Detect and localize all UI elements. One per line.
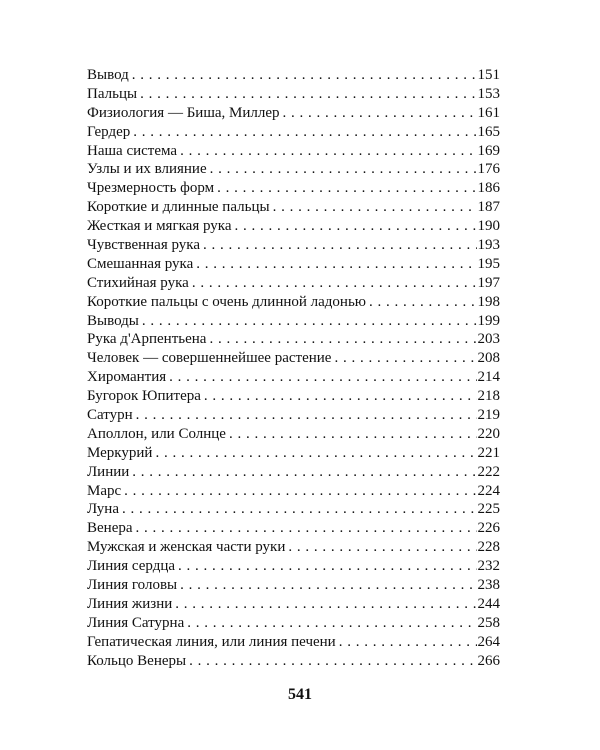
toc-entry — [87, 160, 500, 179]
toc-entry — [87, 652, 500, 671]
toc-entry-page: 165 — [477, 123, 500, 140]
toc-entry-page: 197 — [477, 274, 500, 291]
toc-entry-title: Мужская и женская части руки — [87, 539, 286, 556]
toc-entry — [87, 595, 500, 614]
toc-entry — [87, 444, 500, 463]
toc-entry-title: Венера — [87, 520, 133, 537]
toc-entry — [87, 179, 500, 198]
toc-entry-page: 221 — [477, 444, 500, 461]
toc-entry-page: 193 — [477, 237, 500, 254]
dot-leader — [273, 198, 477, 217]
toc-entry-title: Аполлон, или Солнце — [87, 425, 226, 442]
toc-entry-title: Хиромантия — [87, 369, 167, 386]
dot-leader — [189, 652, 476, 671]
toc-entry-title: Марс — [87, 482, 122, 499]
toc-entry — [87, 557, 500, 576]
toc-entry-title: Стихийная рука — [87, 274, 189, 291]
dot-leader — [196, 255, 476, 274]
toc-entry — [87, 85, 500, 104]
toc-entry-title: Линия Сатурна — [87, 614, 185, 631]
toc-entry — [87, 500, 500, 519]
toc-entry-title: Выводы — [87, 312, 139, 329]
toc-entry-title: Чувственная рука — [87, 237, 200, 254]
toc-entry-page: 195 — [477, 255, 500, 272]
toc-entry-title: Наша система — [87, 142, 178, 159]
dot-leader — [203, 236, 477, 255]
dot-leader — [124, 482, 476, 501]
toc-entry — [87, 538, 500, 557]
toc-entry-page: 190 — [477, 218, 500, 235]
dot-leader — [142, 312, 477, 331]
toc-entry-page: 226 — [477, 520, 500, 537]
toc-entry-page: 187 — [477, 199, 500, 216]
toc-entry — [87, 519, 500, 538]
toc-entry-page: 214 — [477, 369, 500, 386]
toc-entry-title: Линия сердца — [87, 558, 176, 575]
dot-leader — [132, 463, 476, 482]
toc-entry-title: Короткие пальцы с очень длинной ладонью — [87, 293, 367, 310]
dot-leader — [136, 406, 477, 425]
toc-entry-page: 169 — [477, 142, 500, 159]
dot-leader — [169, 368, 476, 387]
toc-entry — [87, 425, 500, 444]
dot-leader — [187, 614, 476, 633]
toc-entry — [87, 66, 500, 85]
toc-entry-title: Луна — [87, 501, 119, 518]
toc-entry — [87, 576, 500, 595]
toc-entry-title: Сатурн — [87, 407, 133, 424]
toc-entry-title: Меркурий — [87, 444, 153, 461]
toc-entry — [87, 274, 500, 293]
dot-leader — [339, 633, 477, 652]
toc-entry — [87, 142, 500, 161]
toc-entry-page: 228 — [477, 539, 500, 556]
toc-entry-title: Короткие и длинные пальцы — [87, 199, 270, 216]
dot-leader — [288, 538, 476, 557]
toc-entry — [87, 463, 500, 482]
toc-entry — [87, 255, 500, 274]
toc-entry — [87, 330, 500, 349]
toc-entry-title: Физиология — Биша, Миллер — [87, 104, 280, 121]
dot-leader — [175, 595, 476, 614]
toc-entry-page: 161 — [477, 104, 500, 121]
toc-entry-page: 258 — [477, 614, 500, 631]
dot-leader — [140, 85, 476, 104]
dot-leader — [235, 217, 477, 236]
toc-entry — [87, 614, 500, 633]
toc-entry-page: 264 — [477, 633, 500, 650]
dot-leader — [283, 104, 477, 123]
toc-entry-page: 220 — [477, 425, 500, 442]
toc-entry — [87, 387, 500, 406]
toc-entry-page: 208 — [477, 350, 500, 367]
toc-entry — [87, 198, 500, 217]
dot-leader — [192, 274, 477, 293]
toc-entry-title: Жесткая и мягкая рука — [87, 218, 232, 235]
toc-entry-page: 244 — [477, 595, 500, 612]
toc-entry-title: Узлы и их влияние — [87, 161, 207, 178]
table-of-contents — [87, 66, 500, 671]
toc-entry — [87, 349, 500, 368]
dot-leader — [133, 123, 476, 142]
toc-entry-title: Человек — совершеннейшее растение — [87, 350, 332, 367]
page-number: 541 — [288, 686, 312, 703]
dot-leader — [180, 142, 476, 161]
toc-entry-page: 266 — [477, 652, 500, 669]
toc-entry-page: 238 — [477, 577, 500, 594]
toc-entry — [87, 217, 500, 236]
dot-leader — [369, 293, 476, 312]
toc-entry — [87, 482, 500, 501]
dot-leader — [210, 160, 477, 179]
toc-entry-page: 198 — [477, 293, 500, 310]
toc-entry-title: Смешанная рука — [87, 255, 194, 272]
dot-leader — [122, 500, 477, 519]
toc-entry-title: Рука д'Арпентьена — [87, 331, 207, 348]
dot-leader — [229, 425, 477, 444]
toc-entry-title: Гердер — [87, 123, 131, 140]
toc-entry-title: Чрезмерность форм — [87, 180, 215, 197]
dot-leader — [180, 576, 476, 595]
dot-leader — [209, 330, 476, 349]
dot-leader — [132, 66, 477, 85]
toc-entry — [87, 312, 500, 331]
toc-entry — [87, 368, 500, 387]
toc-entry-page: 218 — [477, 388, 500, 405]
toc-entry-title: Пальцы — [87, 85, 138, 102]
toc-entry — [87, 123, 500, 142]
toc-entry-title: Кольцо Венеры — [87, 652, 187, 669]
toc-entry-title: Вывод — [87, 67, 129, 83]
toc-entry — [87, 633, 500, 652]
toc-entry-title: Гепатическая линия, или линия печени — [87, 633, 336, 650]
dot-leader — [136, 519, 477, 538]
dot-leader — [155, 444, 476, 463]
toc-entry-title: Линия жизни — [87, 595, 173, 612]
toc-entry-title: Линии — [87, 463, 130, 480]
toc-entry — [87, 406, 500, 425]
dot-leader — [204, 387, 477, 406]
toc-entry-page: 151 — [477, 67, 500, 83]
toc-entry-page: 224 — [477, 482, 500, 499]
toc-entry — [87, 293, 500, 312]
toc-entry-title: Линия головы — [87, 577, 178, 594]
toc-entry-page: 153 — [477, 85, 500, 102]
toc-entry-page: 203 — [477, 331, 500, 348]
toc-entry-page: 225 — [477, 501, 500, 518]
dot-leader — [178, 557, 476, 576]
toc-entry — [87, 104, 500, 123]
toc-entry-page: 199 — [477, 312, 500, 329]
dot-leader — [217, 179, 476, 198]
toc-entry — [87, 236, 500, 255]
toc-entry-page: 176 — [477, 161, 500, 178]
toc-entry-title: Бугорок Юпитера — [87, 388, 201, 405]
toc-entry-page: 186 — [477, 180, 500, 197]
toc-entry-page: 222 — [477, 463, 500, 480]
toc-entry-page: 219 — [477, 407, 500, 424]
toc-entry-page: 232 — [477, 558, 500, 575]
dot-leader — [334, 349, 476, 368]
